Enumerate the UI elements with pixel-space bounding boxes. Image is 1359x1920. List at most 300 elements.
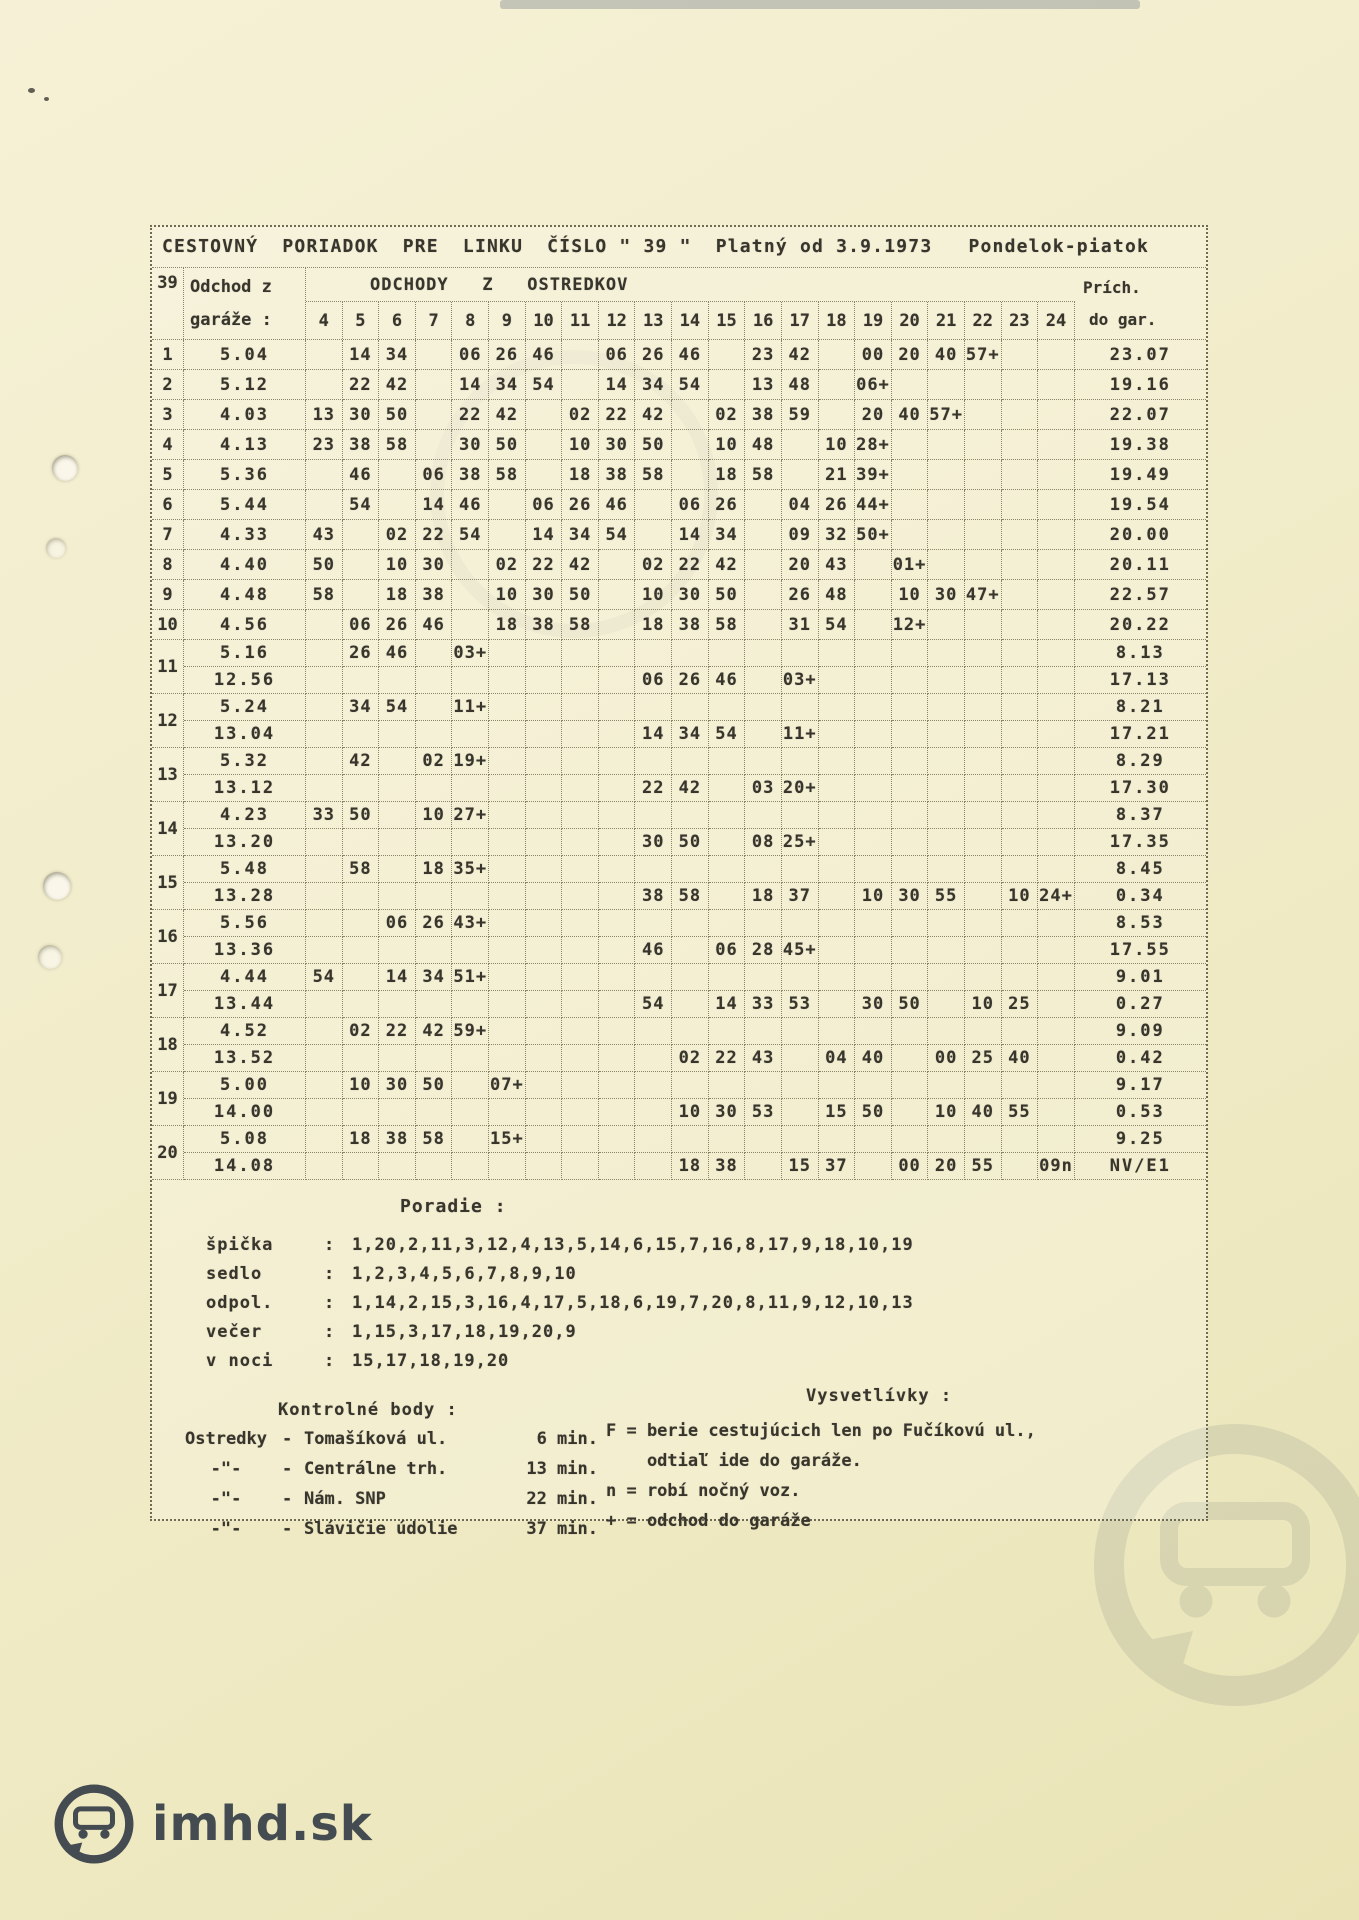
garage-arrival: 23.07 <box>1075 340 1206 370</box>
timetable-cell <box>306 340 343 370</box>
timetable-cell <box>855 1153 892 1180</box>
timetable-cell: 50 <box>343 802 380 829</box>
timetable-cell <box>745 1153 782 1180</box>
timetable-cell: 18 <box>745 883 782 910</box>
timetable-cell: 40 <box>928 340 965 370</box>
timetable-cell <box>416 370 453 400</box>
timetable-cell: 15+ <box>489 1126 526 1153</box>
hour-header: 17 <box>782 302 819 339</box>
timetable-cell: 20 <box>928 1153 965 1180</box>
timetable-cell <box>599 775 636 802</box>
garage-departure: 5.24 <box>184 694 306 721</box>
hour-header: 20 <box>892 302 929 339</box>
timetable-cell: 14 <box>672 520 709 550</box>
timetable-cell <box>489 775 526 802</box>
timetable-cell: 26 <box>709 490 746 520</box>
timetable-cell <box>306 667 343 694</box>
timetable-cell <box>1002 550 1039 580</box>
garage-departure: 4.48 <box>184 580 306 610</box>
timetable-cell <box>855 802 892 829</box>
garage-arrival: 0.53 <box>1075 1099 1206 1126</box>
timetable-cell: 06 <box>379 910 416 937</box>
timetable-cell <box>745 802 782 829</box>
timetable-cell: 10 <box>709 430 746 460</box>
timetable-cell <box>379 748 416 775</box>
timetable-cell <box>782 1018 819 1045</box>
timetable-cell: 00 <box>928 1045 965 1072</box>
timetable-cell <box>599 1126 636 1153</box>
timetable-cell <box>452 937 489 964</box>
garage-departure: 13.28 <box>184 883 306 910</box>
table-row <box>152 802 1206 856</box>
timetable-cell: 50 <box>562 580 599 610</box>
timetable-cell: 14 <box>343 340 380 370</box>
timetable-cell: 28 <box>745 937 782 964</box>
timetable-cell <box>379 829 416 856</box>
timetable-cell <box>1038 520 1075 550</box>
timetable-cell <box>635 910 672 937</box>
table-row <box>152 610 1206 640</box>
timetable-cell: 54 <box>709 721 746 748</box>
timetable-cell <box>599 580 636 610</box>
timetable-cell <box>599 802 636 829</box>
timetable-cell <box>782 802 819 829</box>
timetable-cell <box>599 937 636 964</box>
timetable-cell <box>892 964 929 991</box>
timetable-cell <box>306 748 343 775</box>
timetable-cell <box>819 1018 856 1045</box>
timetable-cell <box>892 1126 929 1153</box>
timetable-cell <box>965 520 1002 550</box>
timetable-cell: 22 <box>526 550 563 580</box>
timetable-cell <box>343 520 380 550</box>
timetable-cell <box>1038 694 1075 721</box>
timetable-cell: 53 <box>745 1099 782 1126</box>
timetable-cell <box>306 721 343 748</box>
timetable-cell: 34 <box>562 520 599 550</box>
timetable-cell <box>928 490 965 520</box>
timetable-cell: 03 <box>745 775 782 802</box>
timetable-cell <box>489 883 526 910</box>
timetable-cell <box>599 1018 636 1045</box>
timetable-cell: 14 <box>452 370 489 400</box>
timetable-cell <box>343 550 380 580</box>
timetable-cell: 14 <box>379 964 416 991</box>
timetable-cell <box>562 991 599 1018</box>
timetable-cell <box>819 1126 856 1153</box>
garage-departure: 4.52 <box>184 1018 306 1045</box>
control-point-row <box>170 1484 606 1514</box>
timetable-cell: 26 <box>489 340 526 370</box>
timetable-cell <box>1038 775 1075 802</box>
timetable-cell <box>599 610 636 640</box>
timetable-cell <box>819 370 856 400</box>
timetable-cell <box>599 694 636 721</box>
timetable-cell <box>928 721 965 748</box>
timetable-cell: 59 <box>782 400 819 430</box>
hour-header: 15 <box>709 302 746 339</box>
timetable-cell: 30 <box>672 580 709 610</box>
timetable-cell <box>489 1045 526 1072</box>
garage-arrival: NV/E1 <box>1075 1153 1206 1180</box>
timetable-cell <box>965 937 1002 964</box>
timetable-cell <box>452 580 489 610</box>
row-number: 7 <box>152 520 184 550</box>
timetable-cell: 34 <box>709 520 746 550</box>
legend-heading: Vysvetlívky : <box>806 1386 953 1406</box>
timetable-cell: 30 <box>599 430 636 460</box>
duty-order-heading: Poradie : <box>400 1196 507 1217</box>
timetable-cell <box>306 460 343 490</box>
timetable-cell <box>928 829 965 856</box>
timetable-cell <box>562 964 599 991</box>
timetable-cell <box>562 910 599 937</box>
timetable-cell <box>1002 910 1039 937</box>
garage-header-line2: garáže : <box>190 309 272 330</box>
timetable-cell <box>928 748 965 775</box>
legend-line: odtiaľ ide do garáže. <box>606 1451 862 1471</box>
timetable-cell <box>526 964 563 991</box>
hour-header: 4 <box>306 302 343 339</box>
timetable-cell <box>745 550 782 580</box>
timetable-cell: 42 <box>672 775 709 802</box>
timetable-cell <box>709 1018 746 1045</box>
timetable-grid <box>152 340 1206 1180</box>
row-number: 5 <box>152 460 184 490</box>
timetable-cell <box>562 1072 599 1099</box>
timetable-cell: 46 <box>672 340 709 370</box>
timetable-cell: 09 <box>782 520 819 550</box>
table-row <box>152 460 1206 490</box>
timetable-cell: 22 <box>343 370 380 400</box>
timetable-cell <box>306 883 343 910</box>
timetable-cell <box>819 748 856 775</box>
timetable-cell <box>1038 460 1075 490</box>
table-row <box>152 1072 1206 1126</box>
timetable-cell: 40 <box>855 1045 892 1072</box>
timetable-cell <box>526 802 563 829</box>
timetable-cell <box>1002 370 1039 400</box>
timetable-cell: 38 <box>745 400 782 430</box>
garage-arrival: 9.17 <box>1075 1072 1206 1099</box>
timetable-cell <box>1002 721 1039 748</box>
timetable-cell <box>892 1099 929 1126</box>
timetable-cell <box>526 937 563 964</box>
timetable-cell <box>1002 775 1039 802</box>
row-number: 16 <box>152 910 184 964</box>
timetable-cell <box>819 775 856 802</box>
timetable-cell: 54 <box>526 370 563 400</box>
timetable-cell: 23 <box>306 430 343 460</box>
timetable-cell: 46 <box>599 490 636 520</box>
legend-line: n = robí nočný voz. <box>606 1481 801 1501</box>
row-number: 11 <box>152 640 184 694</box>
timetable-cell <box>562 721 599 748</box>
timetable-cell <box>1038 937 1075 964</box>
timetable-cell: 25 <box>965 1045 1002 1072</box>
timetable-cell <box>489 937 526 964</box>
timetable-cell <box>892 490 929 520</box>
timetable-cell: 02 <box>635 550 672 580</box>
timetable-cell: 02 <box>379 520 416 550</box>
timetable-cell <box>562 640 599 667</box>
timetable-cell: 26 <box>819 490 856 520</box>
timetable-cell <box>1038 856 1075 883</box>
garage-arrival: 8.45 <box>1075 856 1206 883</box>
duty-order-separator: : <box>324 1351 336 1371</box>
table-row <box>152 430 1206 460</box>
timetable-cell <box>1038 640 1075 667</box>
timetable-cell <box>892 640 929 667</box>
control-point-row <box>170 1424 606 1454</box>
timetable-cell <box>672 1072 709 1099</box>
table-row <box>152 640 1206 694</box>
timetable-cell: 30 <box>416 550 453 580</box>
timetable-cell: 50 <box>635 430 672 460</box>
timetable-cell: 15 <box>782 1153 819 1180</box>
timetable-cell: 46 <box>343 460 380 490</box>
timetable-cell <box>526 400 563 430</box>
timetable-cell <box>526 667 563 694</box>
timetable-cell: 22 <box>416 520 453 550</box>
hour-header: 7 <box>416 302 453 339</box>
garage-departure: 5.56 <box>184 910 306 937</box>
timetable-cell: 47+ <box>965 580 1002 610</box>
timetable-cell: 50 <box>416 1072 453 1099</box>
timetable-cell: 50 <box>855 1099 892 1126</box>
timetable-cell <box>306 991 343 1018</box>
timetable-cell <box>782 1099 819 1126</box>
timetable-cell <box>526 1153 563 1180</box>
timetable-cell <box>635 520 672 550</box>
timetable-cell: 02 <box>416 748 453 775</box>
hour-header: 19 <box>855 302 892 339</box>
timetable-cell <box>745 580 782 610</box>
timetable-cell <box>1002 1018 1039 1045</box>
timetable-cell <box>526 1045 563 1072</box>
timetable-cell <box>928 1018 965 1045</box>
garage-arrival: 8.21 <box>1075 694 1206 721</box>
timetable-cell: 54 <box>819 610 856 640</box>
footer-sections <box>152 1386 1206 1544</box>
timetable-cell: 18 <box>672 1153 709 1180</box>
timetable-cell <box>379 937 416 964</box>
timetable-cell <box>855 829 892 856</box>
table-row <box>152 370 1206 400</box>
timetable-cell: 23 <box>745 340 782 370</box>
timetable-cell: 38 <box>526 610 563 640</box>
timetable-cell <box>379 721 416 748</box>
timetable-cell <box>745 1018 782 1045</box>
timetable-cell <box>855 775 892 802</box>
control-point-name: Centrálne trh. <box>304 1459 448 1479</box>
timetable-cell: 26 <box>416 910 453 937</box>
timetable-cell <box>306 370 343 400</box>
timetable-cell: 42 <box>343 748 380 775</box>
timetable-cell <box>782 460 819 490</box>
timetable-cell <box>526 910 563 937</box>
timetable-cell <box>709 748 746 775</box>
timetable-cell <box>1038 667 1075 694</box>
timetable-cell: 14 <box>709 991 746 1018</box>
timetable-cell <box>709 1126 746 1153</box>
table-row <box>152 490 1206 520</box>
timetable-cell: 30 <box>928 580 965 610</box>
hour-header-row <box>306 302 1075 339</box>
duty-order-separator: : <box>324 1322 336 1342</box>
timetable-cell <box>782 910 819 937</box>
timetable-cell <box>855 721 892 748</box>
timetable-cell <box>1038 748 1075 775</box>
timetable-cell <box>1038 1126 1075 1153</box>
timetable-cell: 08 <box>745 829 782 856</box>
timetable-cell: 10 <box>892 580 929 610</box>
timetable-cell <box>1038 430 1075 460</box>
timetable-cell: 42 <box>635 400 672 430</box>
timetable-cell <box>782 1045 819 1072</box>
timetable-cell <box>526 430 563 460</box>
timetable-cell <box>1038 1018 1075 1045</box>
garage-departure: 5.36 <box>184 460 306 490</box>
timetable-cell <box>855 610 892 640</box>
timetable-cell <box>892 748 929 775</box>
timetable-cell <box>855 667 892 694</box>
timetable-cell <box>452 1126 489 1153</box>
timetable-cell: 40 <box>1002 1045 1039 1072</box>
timetable-cell <box>928 610 965 640</box>
garage-arrival: 9.01 <box>1075 964 1206 991</box>
timetable-cell: 06 <box>635 667 672 694</box>
timetable-cell <box>416 667 453 694</box>
timetable-cell: 35+ <box>452 856 489 883</box>
control-point-time: 37 min. <box>526 1519 598 1539</box>
timetable-cell <box>745 520 782 550</box>
timetable-document <box>150 225 1208 1539</box>
timetable-cell: 46 <box>526 340 563 370</box>
timetable-cell: 21 <box>819 460 856 490</box>
timetable-cell <box>819 640 856 667</box>
timetable-cell <box>709 1072 746 1099</box>
timetable-cell <box>562 775 599 802</box>
garage-arrival: 8.13 <box>1075 640 1206 667</box>
timetable-cell <box>343 721 380 748</box>
timetable-cell: 34 <box>489 370 526 400</box>
timetable-cell <box>782 640 819 667</box>
garage-arrival: 19.16 <box>1075 370 1206 400</box>
punch-hole <box>38 945 62 969</box>
timetable-cell <box>1002 430 1039 460</box>
row-number: 13 <box>152 748 184 802</box>
timetable-cell: 14 <box>416 490 453 520</box>
garage-departure: 13.44 <box>184 991 306 1018</box>
timetable-cell <box>672 937 709 964</box>
timetable-cell <box>928 520 965 550</box>
timetable-cell <box>892 667 929 694</box>
control-point-time: 13 min. <box>526 1459 598 1479</box>
timetable-cell <box>416 883 453 910</box>
timetable-cell <box>709 910 746 937</box>
row-number: 19 <box>152 1072 184 1126</box>
timetable-cell: 25 <box>1002 991 1039 1018</box>
duty-order-label: sedlo <box>206 1264 263 1284</box>
hour-header: 22 <box>965 302 1002 339</box>
timetable-cell <box>526 721 563 748</box>
timetable-cell <box>452 721 489 748</box>
timetable-cell <box>562 370 599 400</box>
timetable-cell <box>892 856 929 883</box>
timetable-cell <box>965 829 1002 856</box>
timetable-cell <box>343 991 380 1018</box>
timetable-cell <box>709 829 746 856</box>
duty-order-rows <box>152 1231 1206 1376</box>
timetable-cell <box>416 937 453 964</box>
timetable-cell <box>745 748 782 775</box>
timetable-cell <box>928 667 965 694</box>
timetable-cell <box>452 550 489 580</box>
control-point-row <box>170 1454 606 1484</box>
timetable-cell <box>379 1099 416 1126</box>
timetable-cell: 02 <box>672 1045 709 1072</box>
timetable-cell <box>489 667 526 694</box>
timetable-cell <box>892 1045 929 1072</box>
timetable-cell <box>306 1072 343 1099</box>
table-row <box>152 1018 1206 1072</box>
timetable-cell: 40 <box>965 1099 1002 1126</box>
timetable-cell: 18 <box>489 610 526 640</box>
timetable-cell <box>452 667 489 694</box>
timetable-cell <box>489 694 526 721</box>
timetable-cell <box>672 910 709 937</box>
control-point-dash: - <box>282 1519 293 1539</box>
control-point-from: Ostredky <box>185 1429 267 1449</box>
timetable-cell <box>562 829 599 856</box>
timetable-cell <box>599 964 636 991</box>
duty-order-label: odpol. <box>206 1293 274 1313</box>
timetable-cell: 48 <box>782 370 819 400</box>
control-point-name: Tomašíková ul. <box>304 1429 448 1449</box>
garage-arrival: 20.00 <box>1075 520 1206 550</box>
timetable-cell: 04 <box>782 490 819 520</box>
timetable-cell <box>855 580 892 610</box>
timetable-cell <box>1002 1126 1039 1153</box>
timetable-cell <box>489 910 526 937</box>
timetable-cell <box>965 370 1002 400</box>
timetable-cell <box>819 883 856 910</box>
timetable-cell <box>1002 460 1039 490</box>
garage-departure: 5.44 <box>184 490 306 520</box>
timetable-cell <box>526 775 563 802</box>
hour-header: 16 <box>745 302 782 339</box>
timetable-cell <box>892 721 929 748</box>
timetable-cell <box>343 910 380 937</box>
timetable-cell: 30 <box>892 883 929 910</box>
timetable-cell: 42 <box>379 370 416 400</box>
timetable-cell <box>892 520 929 550</box>
garage-departure: 13.12 <box>184 775 306 802</box>
timetable-cell <box>416 640 453 667</box>
timetable-cell: 45+ <box>782 937 819 964</box>
timetable-cell <box>452 1072 489 1099</box>
timetable-cell <box>965 883 1002 910</box>
garage-arrival: 17.30 <box>1075 775 1206 802</box>
hour-header: 24 <box>1038 302 1075 339</box>
garage-departure-header <box>184 268 306 339</box>
timetable-cell <box>745 694 782 721</box>
timetable-cell: 48 <box>745 430 782 460</box>
timetable-cell <box>1038 550 1075 580</box>
control-point-row <box>170 1514 606 1544</box>
timetable-cell: 06 <box>452 340 489 370</box>
